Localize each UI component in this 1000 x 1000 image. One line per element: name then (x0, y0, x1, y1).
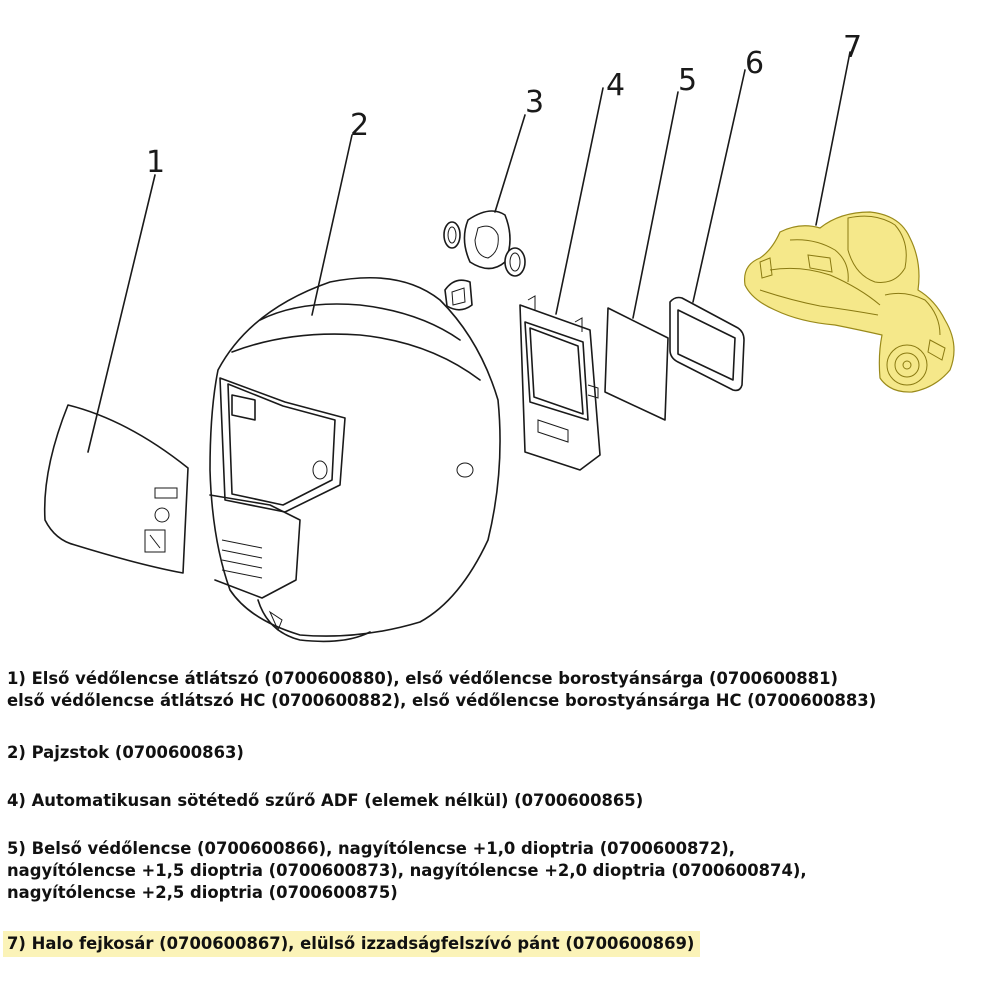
legend-item-2-line-1: 2) Pajzstok (0700600863) (7, 743, 244, 762)
legend-item-7-highlighted (3, 931, 700, 957)
part-2-shell (210, 135, 500, 641)
legend-item-5-line-1: 5) Belső védőlencse (0700600866), nagyítólencse +1,0 dioptria (0700600872), (7, 839, 735, 858)
legend-item-2 (7, 742, 244, 764)
part-5-inner-lens (605, 92, 678, 420)
callout-5: 5 (678, 63, 698, 98)
callout-1: 1 (146, 145, 166, 180)
part-1-front-lens (45, 175, 188, 573)
callout-6: 6 (745, 46, 765, 81)
callout-3: 3 (525, 85, 545, 120)
callout-4: 4 (606, 68, 626, 103)
callout-7: 7 (843, 30, 863, 65)
part-4-adf-filter (520, 88, 603, 470)
part-6-magnifier (670, 70, 745, 390)
legend-item-4-line-1: 4) Automatikusan sötétedő szűrő ADF (elemek nélkül) (0700600865) (7, 791, 644, 810)
legend-item-7-line-1: 7) Halo fejkosár (0700600867), elülső izzadságfelszívó pánt (0700600869) (7, 934, 695, 953)
legend-item-5-line-2: nagyítólencse +1,5 dioptria (0700600873), nagyítólencse +2,0 dioptria (0700600874), (7, 861, 807, 880)
callout-2: 2 (350, 108, 370, 143)
legend-item-4 (7, 790, 643, 812)
legend-item-5-line-3: nagyítólencse +2,5 dioptria (0700600875) (7, 883, 398, 902)
legend-item-5 (7, 838, 807, 904)
part-7-headgear (745, 52, 954, 392)
part-3-knob (444, 115, 525, 310)
legend-item-1-line-1: 1) Első védőlencse átlátszó (0700600880), első védőlencse borostyánsárga (0700600881) (7, 669, 838, 688)
legend-item-1 (7, 668, 876, 712)
legend-item-1-line-2: első védőlencse átlátszó HC (0700600882), első védőlencse borostyánsárga HC (0700600883) (7, 691, 877, 710)
